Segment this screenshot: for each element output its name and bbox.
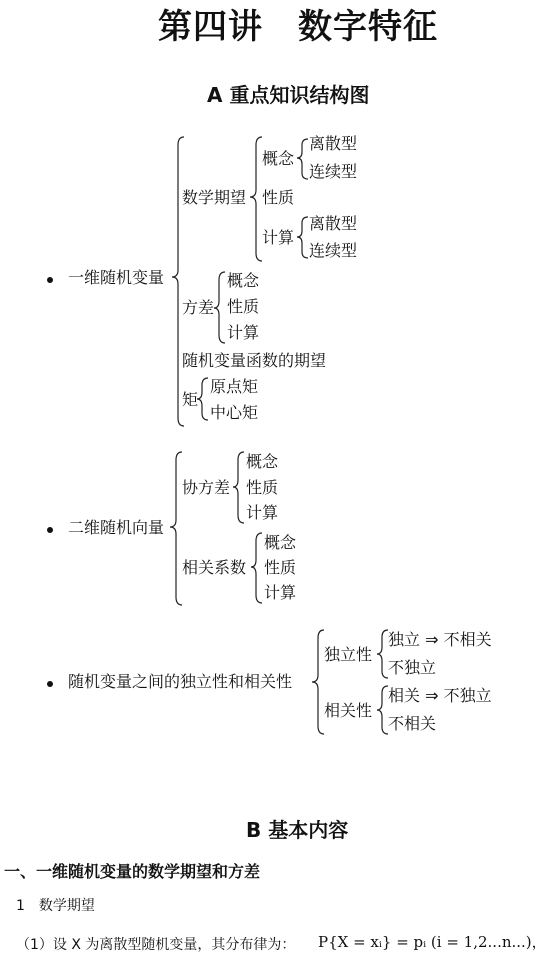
bullet-relation — [47, 681, 53, 687]
bracket-corr — [251, 533, 262, 603]
page-title: 第四讲 数字特征 — [158, 7, 438, 47]
node-moment: 矩 — [182, 390, 199, 409]
node-corr-property: 性质 — [264, 558, 297, 577]
node-1d-random-variable: 一维随机变量 — [68, 268, 165, 287]
section-a-heading: A 重点知识结构图 — [207, 83, 370, 107]
heading-1d-expectation-variance: 一、一维随机变量的数学期望和方差 — [4, 862, 261, 881]
formula-distribution-law: P{X = xᵢ} = pᵢ (i = 1,2...n...)， — [318, 933, 547, 951]
bracket-correlation — [377, 686, 388, 734]
bracket-2d-main — [170, 452, 182, 605]
node-exp-calc-discrete: 离散型 — [309, 214, 358, 233]
node-cov-concept: 概念 — [246, 452, 279, 471]
node-covariance: 协方差 — [182, 478, 231, 497]
node-correlation: 相关性 — [324, 701, 373, 720]
node-indep-implies-uncorrelated: 独立 ⇒ 不相关 — [388, 630, 492, 649]
node-corr-implies-dependent: 相关 ⇒ 不独立 — [388, 686, 492, 705]
node-exp-calc: 计算 — [262, 228, 295, 247]
node-corr-concept: 概念 — [264, 533, 297, 552]
node-cov-calc: 计算 — [246, 503, 279, 522]
bullet-2d — [47, 527, 53, 533]
node-var-calc: 计算 — [227, 323, 260, 342]
node-exp-concept-discrete: 离散型 — [309, 134, 358, 153]
bracket-expectation — [250, 137, 262, 261]
subheading-expectation: 1 数学期望 — [16, 898, 95, 914]
node-central-moment: 中心矩 — [210, 403, 259, 422]
node-exp-concept-continuous: 连续型 — [309, 162, 358, 181]
node-variance: 方差 — [182, 298, 215, 317]
node-expectation: 数学期望 — [182, 188, 247, 207]
node-exp-calc-continuous: 连续型 — [309, 241, 358, 260]
node-var-concept: 概念 — [227, 271, 260, 290]
node-func-expectation: 随机变量函数的期望 — [182, 351, 327, 370]
node-corr-coeff: 相关系数 — [182, 558, 247, 577]
bracket-variance — [214, 272, 225, 343]
node-corr-calc: 计算 — [264, 583, 297, 602]
node-uncorrelated: 不相关 — [388, 714, 437, 733]
bracket-independence — [377, 630, 388, 678]
bracket-concept — [297, 139, 308, 179]
section-b-heading: B 基本内容 — [246, 818, 349, 842]
bracket-moment — [197, 378, 208, 420]
bracket-calc — [297, 217, 308, 258]
bracket-covariance — [233, 452, 244, 523]
node-exp-concept: 概念 — [262, 149, 295, 168]
node-independence-correlation: 随机变量之间的独立性和相关性 — [68, 672, 293, 691]
bullet-1d — [47, 277, 53, 283]
paragraph-discrete-def: （1）设 X 为离散型随机变量，其分布律为： — [16, 937, 296, 953]
node-2d-random-vector: 二维随机向量 — [68, 518, 165, 537]
node-independence: 独立性 — [324, 645, 373, 664]
node-origin-moment: 原点矩 — [210, 377, 259, 396]
node-exp-property: 性质 — [262, 188, 295, 207]
bracket-relation-main — [312, 630, 324, 734]
node-cov-property: 性质 — [246, 478, 279, 497]
bracket-1d-main — [172, 137, 184, 426]
node-var-property: 性质 — [227, 297, 260, 316]
node-not-independent: 不独立 — [388, 658, 437, 677]
